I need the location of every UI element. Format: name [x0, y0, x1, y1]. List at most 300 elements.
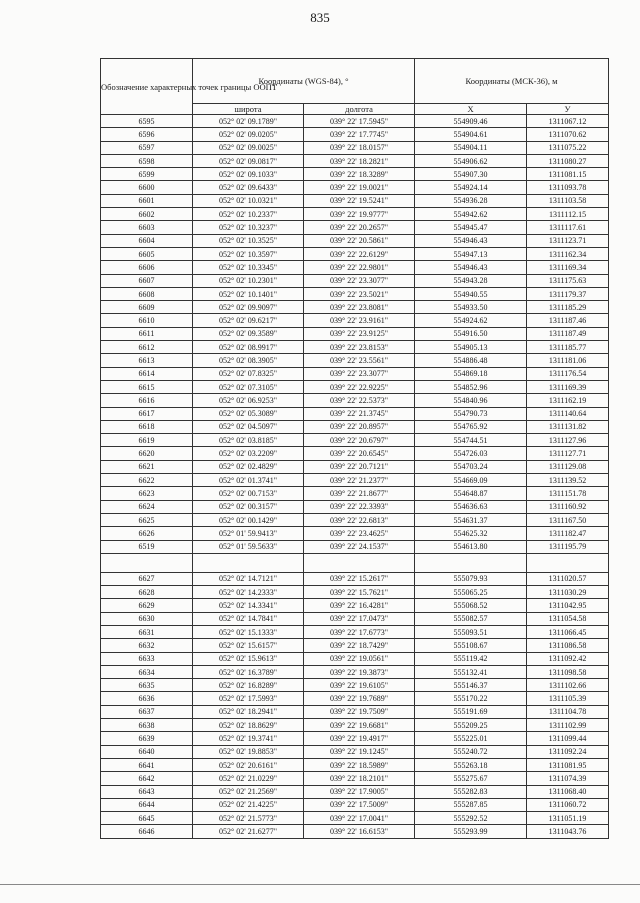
longitude-cell: 039° 22' 20.7121"	[304, 460, 415, 473]
point-id-cell: 6633	[101, 652, 193, 665]
y-cell: 1311105.39	[527, 692, 609, 705]
longitude-cell: 039° 22' 20.8957"	[304, 420, 415, 433]
table-row	[101, 341, 609, 354]
x-cell: 554924.62	[415, 314, 527, 327]
y-cell: 1311092.24	[527, 745, 609, 758]
table-row	[101, 665, 609, 678]
point-id-cell: 6611	[101, 327, 193, 340]
latitude-cell: 052° 02' 18.8629"	[193, 719, 304, 732]
latitude-cell: 052° 02' 20.6161"	[193, 758, 304, 771]
x-cell: 554669.09	[415, 474, 527, 487]
table-row	[101, 527, 609, 540]
table-row	[101, 540, 609, 553]
point-id-cell: 6617	[101, 407, 193, 420]
latitude-cell: 052° 02' 21.0229"	[193, 772, 304, 785]
latitude-cell: 052° 02' 09.6433"	[193, 181, 304, 194]
table-row	[101, 460, 609, 473]
latitude-cell: 052° 02' 06.9253"	[193, 394, 304, 407]
longitude-cell: 039° 22' 17.0473"	[304, 612, 415, 625]
latitude-cell: 052° 02' 10.3345"	[193, 261, 304, 274]
header-latitude: широта	[193, 104, 304, 115]
point-id-cell: 6625	[101, 513, 193, 526]
point-id-cell: 6608	[101, 287, 193, 300]
point-id-cell: 6596	[101, 128, 193, 141]
x-cell: 554924.14	[415, 181, 527, 194]
latitude-cell: 052° 02' 00.7153"	[193, 487, 304, 500]
table-row	[101, 168, 609, 181]
table-row	[101, 586, 609, 599]
y-cell: 1311187.46	[527, 314, 609, 327]
point-id-cell: 6606	[101, 261, 193, 274]
table-row	[101, 745, 609, 758]
x-cell: 555065.25	[415, 586, 527, 599]
table-row	[101, 154, 609, 167]
longitude-cell: 039° 22' 22.9225"	[304, 380, 415, 393]
longitude-cell: 039° 22' 23.5021"	[304, 287, 415, 300]
x-cell: 554625.32	[415, 527, 527, 540]
latitude-cell: 052° 02' 18.2941"	[193, 705, 304, 718]
point-id-cell: 6645	[101, 812, 193, 825]
latitude-cell: 052° 02' 10.3597"	[193, 247, 304, 260]
y-cell: 1311067.12	[527, 115, 609, 128]
table-row	[101, 380, 609, 393]
y-cell: 1311051.19	[527, 812, 609, 825]
x-cell: 554869.18	[415, 367, 527, 380]
y-cell: 1311081.95	[527, 758, 609, 771]
table-row	[101, 247, 609, 260]
y-cell: 1311075.22	[527, 141, 609, 154]
y-cell: 1311054.58	[527, 612, 609, 625]
point-id-cell: 6646	[101, 825, 193, 838]
point-id-cell: 6627	[101, 572, 193, 585]
x-cell: 554744.51	[415, 434, 527, 447]
table-row	[101, 447, 609, 460]
latitude-cell: 052° 02' 08.9917"	[193, 341, 304, 354]
table-row	[101, 194, 609, 207]
latitude-cell: 052° 02' 21.5773"	[193, 812, 304, 825]
x-cell: 554906.62	[415, 154, 527, 167]
table-block-2	[101, 572, 609, 838]
longitude-cell: 039° 22' 20.2657"	[304, 221, 415, 234]
point-id-cell: 6614	[101, 367, 193, 380]
header-longitude: долгота	[304, 104, 415, 115]
y-cell: 1311187.49	[527, 327, 609, 340]
table-row	[101, 420, 609, 433]
y-cell: 1311103.58	[527, 194, 609, 207]
y-cell: 1311139.52	[527, 474, 609, 487]
table-row	[101, 487, 609, 500]
table-row	[101, 261, 609, 274]
x-cell: 555263.18	[415, 758, 527, 771]
point-id-cell: 6602	[101, 208, 193, 221]
x-cell: 555293.99	[415, 825, 527, 838]
y-cell: 1311086.58	[527, 639, 609, 652]
x-cell: 555191.69	[415, 705, 527, 718]
longitude-cell: 039° 22' 17.0041"	[304, 812, 415, 825]
table-row	[101, 500, 609, 513]
point-id-cell: 6626	[101, 527, 193, 540]
table-gap	[101, 553, 609, 572]
latitude-cell: 052° 02' 10.0321"	[193, 194, 304, 207]
y-cell: 1311102.99	[527, 719, 609, 732]
table-row	[101, 287, 609, 300]
point-id-cell: 6620	[101, 447, 193, 460]
longitude-cell: 039° 22' 18.5989"	[304, 758, 415, 771]
x-cell: 554940.55	[415, 287, 527, 300]
y-cell: 1311127.71	[527, 447, 609, 460]
point-id-cell: 6634	[101, 665, 193, 678]
table-row	[101, 221, 609, 234]
x-cell: 554726.03	[415, 447, 527, 460]
point-id-cell: 6632	[101, 639, 193, 652]
longitude-cell: 039° 22' 23.8153"	[304, 341, 415, 354]
x-cell: 555068.52	[415, 599, 527, 612]
point-id-cell: 6615	[101, 380, 193, 393]
table-row	[101, 599, 609, 612]
latitude-cell: 052° 02' 05.3089"	[193, 407, 304, 420]
point-id-cell: 6616	[101, 394, 193, 407]
y-cell: 1311042.95	[527, 599, 609, 612]
longitude-cell: 039° 22' 19.0021"	[304, 181, 415, 194]
y-cell: 1311070.62	[527, 128, 609, 141]
x-cell: 554648.87	[415, 487, 527, 500]
point-id-cell: 6637	[101, 705, 193, 718]
x-cell: 554943.28	[415, 274, 527, 287]
longitude-cell: 039° 22' 22.6129"	[304, 247, 415, 260]
table-row	[101, 758, 609, 771]
y-cell: 1311169.39	[527, 380, 609, 393]
y-cell: 1311080.27	[527, 154, 609, 167]
table-row	[101, 785, 609, 798]
longitude-cell: 039° 22' 22.6813"	[304, 513, 415, 526]
y-cell: 1311160.92	[527, 500, 609, 513]
point-id-cell: 6643	[101, 785, 193, 798]
table-row	[101, 679, 609, 692]
longitude-cell: 039° 22' 18.3289"	[304, 168, 415, 181]
scan-edge-line	[0, 884, 640, 885]
header-msk36: Координаты (МСК-36), м	[415, 59, 609, 104]
latitude-cell: 052° 02' 00.1429"	[193, 513, 304, 526]
y-cell: 1311140.64	[527, 407, 609, 420]
x-cell: 555282.83	[415, 785, 527, 798]
point-id-cell: 6622	[101, 474, 193, 487]
point-id-cell: 6519	[101, 540, 193, 553]
table-row	[101, 732, 609, 745]
latitude-cell: 052° 02' 09.3589"	[193, 327, 304, 340]
y-cell: 1311093.78	[527, 181, 609, 194]
longitude-cell: 039° 22' 19.7509"	[304, 705, 415, 718]
latitude-cell: 052° 02' 09.1033"	[193, 168, 304, 181]
point-id-cell: 6603	[101, 221, 193, 234]
point-id-cell: 6635	[101, 679, 193, 692]
x-cell: 554946.43	[415, 234, 527, 247]
latitude-cell: 052° 02' 16.8289"	[193, 679, 304, 692]
y-cell: 1311181.06	[527, 354, 609, 367]
y-cell: 1311179.37	[527, 287, 609, 300]
table-row	[101, 474, 609, 487]
y-cell: 1311195.79	[527, 540, 609, 553]
latitude-cell: 052° 02' 08.3905"	[193, 354, 304, 367]
table-row	[101, 513, 609, 526]
longitude-cell: 039° 22' 23.3077"	[304, 274, 415, 287]
latitude-cell: 052° 02' 14.3341"	[193, 599, 304, 612]
longitude-cell: 039° 22' 18.2821"	[304, 154, 415, 167]
longitude-cell: 039° 22' 19.3873"	[304, 665, 415, 678]
longitude-cell: 039° 22' 20.6545"	[304, 447, 415, 460]
y-cell: 1311162.19	[527, 394, 609, 407]
table-row	[101, 719, 609, 732]
point-id-cell: 6605	[101, 247, 193, 260]
y-cell: 1311167.50	[527, 513, 609, 526]
y-cell: 1311068.40	[527, 785, 609, 798]
y-cell: 1311117.61	[527, 221, 609, 234]
header-wgs84: Координаты (WGS-84), °	[193, 59, 415, 104]
point-id-cell: 6629	[101, 599, 193, 612]
latitude-cell: 052° 02' 09.6217"	[193, 314, 304, 327]
latitude-cell: 052° 02' 21.2569"	[193, 785, 304, 798]
y-cell: 1311102.66	[527, 679, 609, 692]
x-cell: 554840.96	[415, 394, 527, 407]
point-id-cell: 6619	[101, 434, 193, 447]
latitude-cell: 052° 02' 17.5993"	[193, 692, 304, 705]
point-id-cell: 6598	[101, 154, 193, 167]
point-id-cell: 6641	[101, 758, 193, 771]
x-cell: 554904.61	[415, 128, 527, 141]
header-point-id: Обозначение характерных точек границы ООПТ	[101, 59, 193, 115]
y-cell: 1311169.34	[527, 261, 609, 274]
x-cell: 555170.22	[415, 692, 527, 705]
point-id-cell: 6612	[101, 341, 193, 354]
x-cell: 555108.67	[415, 639, 527, 652]
point-id-cell: 6597	[101, 141, 193, 154]
page-number: 835	[310, 10, 330, 25]
point-id-cell: 6613	[101, 354, 193, 367]
x-cell: 554904.11	[415, 141, 527, 154]
point-id-cell: 6628	[101, 586, 193, 599]
table-row	[101, 354, 609, 367]
longitude-cell: 039° 22' 20.5861"	[304, 234, 415, 247]
table-row	[101, 314, 609, 327]
latitude-cell: 052° 02' 14.7841"	[193, 612, 304, 625]
point-id-cell: 6639	[101, 732, 193, 745]
point-id-cell: 6599	[101, 168, 193, 181]
table-row	[101, 234, 609, 247]
y-cell: 1311112.15	[527, 208, 609, 221]
longitude-cell: 039° 22' 17.6773"	[304, 625, 415, 638]
longitude-cell: 039° 22' 23.9161"	[304, 314, 415, 327]
point-id-cell: 6623	[101, 487, 193, 500]
latitude-cell: 052° 02' 19.3741"	[193, 732, 304, 745]
y-cell: 1311060.72	[527, 798, 609, 811]
longitude-cell: 039° 22' 17.5009"	[304, 798, 415, 811]
latitude-cell: 052° 02' 16.3789"	[193, 665, 304, 678]
point-id-cell: 6631	[101, 625, 193, 638]
x-cell: 554765.92	[415, 420, 527, 433]
x-cell: 555093.51	[415, 625, 527, 638]
longitude-cell: 039° 22' 24.1537"	[304, 540, 415, 553]
longitude-cell: 039° 22' 19.4917"	[304, 732, 415, 745]
longitude-cell: 039° 22' 19.0561"	[304, 652, 415, 665]
latitude-cell: 052° 02' 04.5097"	[193, 420, 304, 433]
longitude-cell: 039° 22' 21.3745"	[304, 407, 415, 420]
longitude-cell: 039° 22' 15.7621"	[304, 586, 415, 599]
latitude-cell: 052° 02' 07.3105"	[193, 380, 304, 393]
x-cell: 555240.72	[415, 745, 527, 758]
latitude-cell: 052° 02' 00.3157"	[193, 500, 304, 513]
y-cell: 1311175.63	[527, 274, 609, 287]
y-cell: 1311185.77	[527, 341, 609, 354]
latitude-cell: 052° 02' 10.2301"	[193, 274, 304, 287]
table-row	[101, 327, 609, 340]
longitude-cell: 039° 22' 23.8081"	[304, 301, 415, 314]
latitude-cell: 052° 02' 07.8325"	[193, 367, 304, 380]
point-id-cell: 6600	[101, 181, 193, 194]
x-cell: 554636.63	[415, 500, 527, 513]
point-id-cell: 6638	[101, 719, 193, 732]
x-cell: 554852.96	[415, 380, 527, 393]
point-id-cell: 6642	[101, 772, 193, 785]
y-cell: 1311043.76	[527, 825, 609, 838]
y-cell: 1311129.08	[527, 460, 609, 473]
table-row	[101, 692, 609, 705]
longitude-cell: 039° 22' 16.4281"	[304, 599, 415, 612]
latitude-cell: 052° 01' 59.9413"	[193, 527, 304, 540]
y-cell: 1311066.45	[527, 625, 609, 638]
latitude-cell: 052° 02' 03.8185"	[193, 434, 304, 447]
y-cell: 1311185.29	[527, 301, 609, 314]
x-cell: 554631.37	[415, 513, 527, 526]
x-cell: 554942.62	[415, 208, 527, 221]
x-cell: 555082.57	[415, 612, 527, 625]
y-cell: 1311074.39	[527, 772, 609, 785]
point-id-cell: 6644	[101, 798, 193, 811]
y-cell: 1311020.57	[527, 572, 609, 585]
longitude-cell: 039° 22' 21.2377"	[304, 474, 415, 487]
y-cell: 1311176.54	[527, 367, 609, 380]
longitude-cell: 039° 22' 23.3077"	[304, 367, 415, 380]
x-cell: 554916.50	[415, 327, 527, 340]
latitude-cell: 052° 02' 09.0205"	[193, 128, 304, 141]
point-id-cell: 6636	[101, 692, 193, 705]
longitude-cell: 039° 22' 19.7689"	[304, 692, 415, 705]
table-row	[101, 141, 609, 154]
x-cell: 554946.43	[415, 261, 527, 274]
latitude-cell: 052° 02' 10.3525"	[193, 234, 304, 247]
point-id-cell: 6607	[101, 274, 193, 287]
latitude-cell: 052° 02' 10.1401"	[193, 287, 304, 300]
point-id-cell: 6621	[101, 460, 193, 473]
longitude-cell: 039° 22' 18.2101"	[304, 772, 415, 785]
x-cell: 555119.42	[415, 652, 527, 665]
x-cell: 554933.50	[415, 301, 527, 314]
latitude-cell: 052° 02' 01.3741"	[193, 474, 304, 487]
x-cell: 554947.13	[415, 247, 527, 260]
table-row	[101, 812, 609, 825]
longitude-cell: 039° 22' 23.9125"	[304, 327, 415, 340]
table-row	[101, 572, 609, 585]
x-cell: 555275.67	[415, 772, 527, 785]
table-row	[101, 208, 609, 221]
table-row	[101, 128, 609, 141]
x-cell: 554703.24	[415, 460, 527, 473]
x-cell: 555146.37	[415, 679, 527, 692]
x-cell: 554886.48	[415, 354, 527, 367]
x-cell: 555079.93	[415, 572, 527, 585]
table-row	[101, 798, 609, 811]
y-cell: 1311098.58	[527, 665, 609, 678]
x-cell: 555209.25	[415, 719, 527, 732]
header-x: X	[415, 104, 527, 115]
longitude-cell: 039° 22' 22.3393"	[304, 500, 415, 513]
point-id-cell: 6595	[101, 115, 193, 128]
point-id-cell: 6610	[101, 314, 193, 327]
longitude-cell: 039° 22' 18.7429"	[304, 639, 415, 652]
table-row	[101, 625, 609, 638]
table-row	[101, 367, 609, 380]
table-row	[101, 274, 609, 287]
longitude-cell: 039° 22' 17.7745"	[304, 128, 415, 141]
coordinates-table	[100, 58, 609, 839]
x-cell: 554936.28	[415, 194, 527, 207]
y-cell: 1311092.42	[527, 652, 609, 665]
table-row	[101, 181, 609, 194]
latitude-cell: 052° 02' 21.6277"	[193, 825, 304, 838]
longitude-cell: 039° 22' 19.5241"	[304, 194, 415, 207]
longitude-cell: 039° 22' 20.6797"	[304, 434, 415, 447]
longitude-cell: 039° 22' 17.5945"	[304, 115, 415, 128]
table-row	[101, 407, 609, 420]
y-cell: 1311162.34	[527, 247, 609, 260]
point-id-cell: 6640	[101, 745, 193, 758]
latitude-cell: 052° 02' 15.1333"	[193, 625, 304, 638]
y-cell: 1311127.96	[527, 434, 609, 447]
latitude-cell: 052° 02' 14.2333"	[193, 586, 304, 599]
y-cell: 1311131.82	[527, 420, 609, 433]
y-cell: 1311151.78	[527, 487, 609, 500]
longitude-cell: 039° 22' 22.9801"	[304, 261, 415, 274]
x-cell: 554905.13	[415, 341, 527, 354]
point-id-cell: 6609	[101, 301, 193, 314]
point-id-cell: 6630	[101, 612, 193, 625]
x-cell: 554613.80	[415, 540, 527, 553]
longitude-cell: 039° 22' 17.9005"	[304, 785, 415, 798]
point-id-cell: 6604	[101, 234, 193, 247]
point-id-cell: 6618	[101, 420, 193, 433]
y-cell: 1311081.15	[527, 168, 609, 181]
table-row	[101, 639, 609, 652]
longitude-cell: 039° 22' 19.6681"	[304, 719, 415, 732]
x-cell: 555132.41	[415, 665, 527, 678]
table-row	[101, 652, 609, 665]
table-row	[101, 825, 609, 838]
longitude-cell: 039° 22' 19.1245"	[304, 745, 415, 758]
longitude-cell: 039° 22' 16.6153"	[304, 825, 415, 838]
x-cell: 555287.85	[415, 798, 527, 811]
longitude-cell: 039° 22' 18.0157"	[304, 141, 415, 154]
latitude-cell: 052° 01' 59.5633"	[193, 540, 304, 553]
y-cell: 1311099.44	[527, 732, 609, 745]
latitude-cell: 052° 02' 15.9613"	[193, 652, 304, 665]
longitude-cell: 039° 22' 15.2617"	[304, 572, 415, 585]
latitude-cell: 052° 02' 19.8853"	[193, 745, 304, 758]
latitude-cell: 052° 02' 09.1789"	[193, 115, 304, 128]
point-id-cell: 6601	[101, 194, 193, 207]
table-row	[101, 705, 609, 718]
latitude-cell: 052° 02' 09.0817"	[193, 154, 304, 167]
latitude-cell: 052° 02' 14.7121"	[193, 572, 304, 585]
table-row	[101, 434, 609, 447]
latitude-cell: 052° 02' 03.2209"	[193, 447, 304, 460]
